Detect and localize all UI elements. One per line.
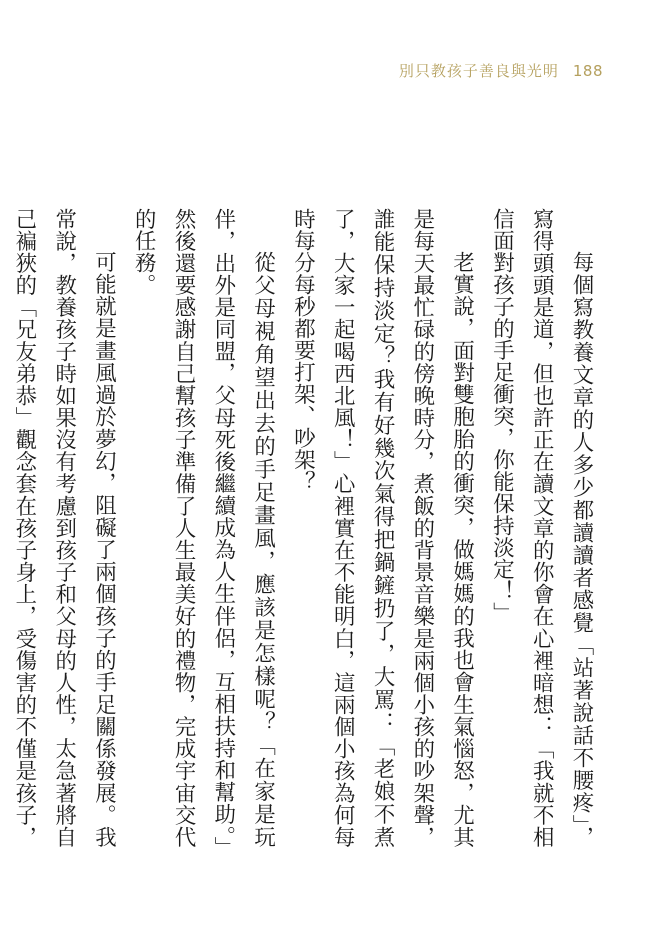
body-text: [0, 208, 601, 848]
paragraph-1: 每個寫教養文章的人多少都讀讀者感覺「站著說話不腰疼」，寫得頭頭是道，但也許正在讀文章的你會在心裡暗想：「我就不相信面對孩子的手足衝突，你能保持淡定！」: [489, 208, 594, 848]
book-title: 別只教孩子善良與光明: [398, 62, 559, 80]
paragraph-3: 從父母視角望出去的手足畫風，應該是怎樣呢？「在家是玩伴，出外是同盟，父母死後繼續成為人生伴侶，互相扶持和幫助。」然後還要感謝自己幫孩子準備了人生最美好的禮物，完成宇宙交代的任務。: [131, 208, 276, 848]
paragraph-4: 可能就是畫風過於夢幻，阻礙了兩個孩子的手足關係發展。我常說，教養孩子時如果沒有考慮到孩子和父母的人性，太急著將自己褊狹的「兄友弟恭」觀念套在孩子身上，受傷害的不僅是孩子，: [11, 208, 117, 848]
page-number: 188: [572, 62, 603, 80]
paragraph-2: 老實說，面對雙胞胎的衝突，做媽媽的我也會生氣惱怒，尤其是每天最忙碌的傍晚時分，煮飯的背景音樂是兩個小孩的吵架聲，誰能保持淡定？我有好幾次氣得把鍋鏟扔了，大罵：「老娘不煮了，大家一起喝西北風！」心裡實在不能明白，這兩個小孩為何每時每分每秒都要打架、吵架？: [290, 208, 475, 848]
running-header: [399, 60, 603, 81]
